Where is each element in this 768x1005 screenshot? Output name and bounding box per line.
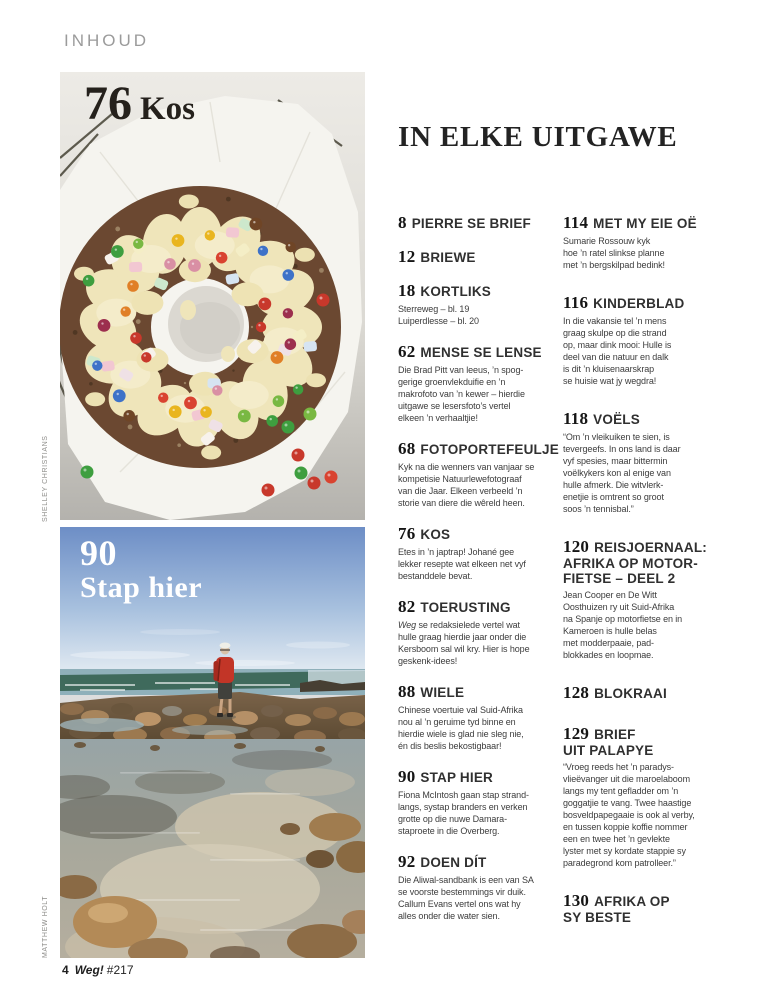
entry-page-number: 8 bbox=[398, 213, 407, 232]
toc-entry bbox=[398, 248, 556, 266]
toc-column-right bbox=[563, 214, 735, 948]
entry-heading bbox=[398, 525, 556, 543]
kos-photo-illustration bbox=[60, 72, 365, 520]
toc-entry bbox=[563, 684, 735, 702]
entry-heading bbox=[398, 598, 556, 616]
entry-description: Die Brad Pitt van leeus, ’n spog- gerige groenvlekduifie en ’n makrofoto van ’n kewer – hierdie uitgawe se lesersfoto’s vertel elkeen ’n verhaaltjie! bbox=[398, 365, 525, 423]
entry-title-line: UIT PALAPYE bbox=[563, 743, 654, 758]
entry-page-number: 92 bbox=[398, 852, 416, 871]
entry-page-number: 128 bbox=[563, 683, 590, 702]
entry-title: REISJOERNAAL: bbox=[594, 540, 707, 555]
entry-title: MENSE SE LENSE bbox=[420, 345, 542, 360]
toc-entry bbox=[398, 439, 559, 509]
entry-title: BLOKRAAI bbox=[594, 686, 667, 701]
toc-entry bbox=[563, 538, 735, 661]
entry-page-number: 88 bbox=[398, 682, 416, 701]
entry-heading bbox=[563, 725, 735, 743]
entry-heading bbox=[563, 214, 735, 232]
entry-description: Sumarie Rossouw kyk hoe ’n ratel slinkse planne met ’n bergskilpad bedink! bbox=[563, 236, 665, 270]
entry-title-line: SY BESTE bbox=[563, 910, 632, 925]
photo-kos bbox=[60, 72, 365, 520]
entry-title: STAP HIER bbox=[420, 770, 493, 785]
entry-description: Weg se redaksielede vertel wat hulle graag hierdie jaar onder die Kersboom sal wil kry. Hier is hope geskenk-idees! bbox=[398, 620, 530, 666]
entry-page-number: 130 bbox=[563, 891, 590, 910]
entry-page-number: 118 bbox=[563, 409, 589, 428]
entry-title: TOERUSTING bbox=[420, 600, 511, 615]
entry-heading bbox=[563, 684, 735, 702]
toc-column-left bbox=[398, 213, 559, 938]
entry-description: Etes in ’n japtrap! Johané gee lekker resepte wat elkeen net vyf bestanddele bevat. bbox=[398, 547, 526, 581]
entry-description: Jean Cooper en De Witt Oosthuizen ry uit Suid-Afrika na Spanje op motorfietse en in Kameroen is hulle belas met modderpaaie, pad- blokkades en loopmae. bbox=[563, 590, 683, 660]
entry-heading bbox=[563, 410, 735, 428]
entry-title-line: FIETSE – DEEL 2 bbox=[563, 571, 676, 586]
entry-title: FOTOPORTEFEULJE bbox=[420, 442, 559, 457]
entry-title: KORTLIKS bbox=[420, 284, 492, 299]
entry-page-number: 12 bbox=[398, 247, 416, 266]
entry-description: In die vakansie tel ’n mens graag skulpe op die strand op, maar dink mooi: Hulle is deel van die natuur en dalk is dit ’n kluisenaarskrap se huisie wat jy wegdra! bbox=[563, 316, 672, 386]
footer-page-number: 4 bbox=[62, 963, 69, 977]
tide-pool bbox=[60, 739, 365, 958]
entry-heading bbox=[563, 538, 735, 556]
entry-heading bbox=[398, 343, 556, 361]
section-title: IN ELKE UITGAWE bbox=[398, 121, 678, 153]
feature-kos-page-number: 76 bbox=[84, 77, 132, 130]
entry-heading bbox=[398, 282, 556, 300]
entry-title: PIERRE SE BRIEF bbox=[411, 216, 531, 231]
ocean bbox=[60, 669, 365, 695]
photo-credit-shelley: SHELLEY CHRISTIANS bbox=[42, 435, 49, 522]
entry-heading bbox=[563, 892, 735, 910]
entry-title: KINDERBLAD bbox=[593, 296, 685, 311]
entry-description: “Vroeg reeds het ’n paradys- vlieëvanger uit die maroelaboom langs my tent gefladder om ’n goggatjie te vang. Twee haastige bosveldpapegaaie is ook al verby, en tussen koppie koffie nommer een en twee het ’n gevlekte lyster met sy kordate stappie sy paradegrond kom patrolleer.” bbox=[563, 762, 695, 868]
toc-entry bbox=[398, 683, 556, 752]
toc-entry bbox=[563, 294, 735, 387]
entry-heading bbox=[398, 683, 556, 701]
entry-page-number: 116 bbox=[563, 293, 589, 312]
entry-title: BRIEWE bbox=[420, 250, 476, 265]
entry-page-number: 62 bbox=[398, 342, 416, 361]
toc-entry bbox=[398, 343, 556, 424]
entry-page-number: 129 bbox=[563, 724, 590, 743]
entry-title: DOEN DÍT bbox=[420, 855, 487, 870]
entry-title: AFRIKA OP bbox=[594, 894, 670, 909]
entry-description: Fiona McIntosh gaan stap strand- langs, systap branders en verken grotte op die nuwe Damara- staproete in die Overberg. bbox=[398, 790, 529, 836]
rice-krispie-wreath bbox=[71, 194, 326, 459]
feature-stap-hier-page-number: 90 bbox=[80, 533, 117, 573]
photo-credit-matthew: MATTHEW HOLT bbox=[42, 895, 49, 958]
entry-title: BRIEF bbox=[594, 727, 636, 742]
entry-description: “Om ’n vleikuiken te sien, is tevergeefs. In ons land is daar vyf spesies, maar bittermin voëlkykers kon al enige van hulle afmerk. Die witvlerk- enetjie is omtrent so groot soos ’n tennisbal.” bbox=[563, 432, 681, 514]
entry-description: Die Aliwal-sandbank is een van SA se voorste bestemmings vir duik. Callum Evans vertel ons wat hy alles onder die water sien. bbox=[398, 875, 534, 921]
toc-entry bbox=[398, 282, 556, 327]
entry-description: Chinese voertuie val Suid-Afrika nou al ’n geruime tyd binne en hierdie wiele is glad nie sleg nie, én dis beslis bekostigbaar! bbox=[398, 705, 524, 751]
feature-stap-hier-title: Stap hier bbox=[80, 571, 203, 604]
toc-entry bbox=[563, 892, 735, 925]
entry-heading bbox=[563, 294, 735, 312]
page-footer bbox=[62, 963, 134, 977]
toc-entry bbox=[398, 214, 556, 232]
entry-description: Sterreweg – bl. 19 Luiperdlesse – bl. 20 bbox=[398, 304, 479, 326]
entry-title: MET MY EIE OË bbox=[593, 216, 697, 231]
entry-heading bbox=[398, 853, 556, 871]
entry-description: Kyk na die wenners van vanjaar se kompetisie Natuurlewefotograaf van die Jaar. Elkeen verbeeld ’n storie van diere die wêreld heen. bbox=[398, 462, 535, 508]
entry-heading bbox=[398, 248, 556, 266]
toc-entry bbox=[563, 410, 735, 515]
entry-heading bbox=[398, 768, 556, 786]
entry-page-number: 82 bbox=[398, 597, 416, 616]
toc-entry bbox=[398, 598, 556, 667]
entry-title: WIELE bbox=[420, 685, 465, 700]
feature-stap-hier-label bbox=[80, 535, 202, 604]
entry-title: KOS bbox=[420, 527, 451, 542]
entry-title: VOËLS bbox=[593, 412, 640, 427]
toc-entry bbox=[398, 525, 556, 582]
page-title: INHOUD bbox=[64, 31, 150, 50]
entry-heading bbox=[398, 439, 559, 458]
footer-magazine-name: Weg! bbox=[74, 963, 104, 977]
toc-entry bbox=[563, 214, 735, 271]
entry-title-line: AFRIKA OP MOTOR- bbox=[563, 556, 698, 571]
entry-page-number: 114 bbox=[563, 213, 589, 232]
entry-page-number: 120 bbox=[563, 537, 590, 556]
footer-issue-number: #217 bbox=[106, 963, 134, 977]
entry-page-number: 76 bbox=[398, 524, 416, 543]
entry-page-number: 18 bbox=[398, 281, 416, 300]
entry-heading bbox=[398, 214, 556, 232]
feature-kos-title: Kos bbox=[140, 91, 196, 127]
toc-entry bbox=[563, 725, 735, 869]
toc-entry bbox=[398, 853, 556, 922]
feature-kos-label bbox=[84, 77, 196, 130]
toc-entry bbox=[398, 768, 556, 837]
entry-page-number: 90 bbox=[398, 767, 416, 786]
entry-page-number: 68 bbox=[398, 439, 416, 458]
